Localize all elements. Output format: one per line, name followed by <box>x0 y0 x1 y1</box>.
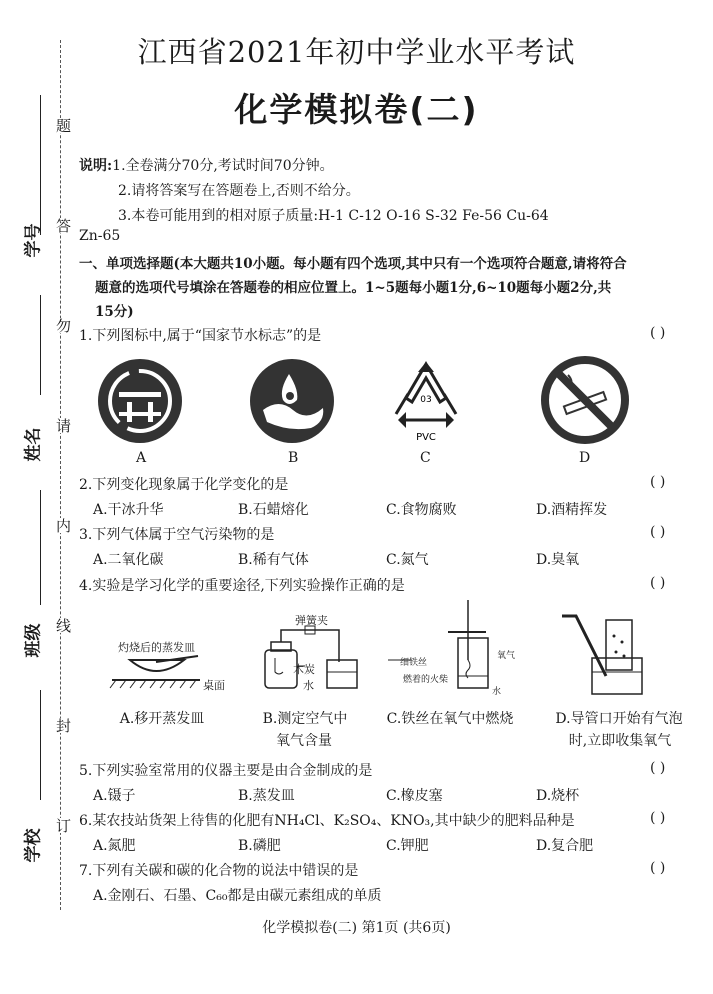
figure-label: 木炭 <box>293 663 315 676</box>
option: 时,立即收集氧气 <box>568 733 672 749</box>
page-footer: 化学模拟卷(二) 第1页 (共6页) <box>262 920 451 936</box>
section-heading: 一、单项选择题(本大题共10小题。每小题有四个选项,其中只有一个选项符合题意,请将符合 <box>79 256 627 272</box>
option: B.稀有气体 <box>238 552 309 568</box>
fold-char: 订 <box>54 818 72 833</box>
option-a: A <box>136 450 147 466</box>
fold-line <box>60 40 61 910</box>
option: A.二氧化碳 <box>93 552 164 568</box>
exam-title: 江西省2021年初中学业水平考试 <box>137 35 576 69</box>
question-stem: 3.下列气体属于空气污染物的是 <box>79 527 275 543</box>
margin-line <box>40 490 41 605</box>
option: D.臭氧 <box>536 552 580 568</box>
option: B.磷肥 <box>238 838 281 854</box>
recycle-label: PVC <box>416 432 436 443</box>
fold-char: 题 <box>54 118 72 133</box>
water-saving-icon-b <box>249 358 335 444</box>
answer-bracket: ( ) <box>650 860 666 876</box>
water-icon-a <box>97 358 183 444</box>
figure-label: 弹簧夹 <box>295 614 328 627</box>
option: A.干冰升华 <box>93 502 164 518</box>
option: 氧气含量 <box>276 733 332 749</box>
fold-char: 勿 <box>54 318 72 333</box>
option: D.酒精挥发 <box>536 502 608 518</box>
option: C.食物腐败 <box>386 502 457 518</box>
no-smoking-icon-d <box>540 355 630 445</box>
option: B.石蜡熔化 <box>238 502 309 518</box>
option: A.镊子 <box>93 788 136 804</box>
option: B.蒸发皿 <box>238 788 295 804</box>
question-stem: 1.下列图标中,属于“国家节水标志”的是 <box>79 328 322 344</box>
section-heading: 题意的选项代号填涂在答题卷的相应位置上。1~5题每小题1分,6~10题每小题2分,共 <box>95 280 612 296</box>
question-stem: 5.下列实验室常用的仪器主要是由合金制成的是 <box>79 763 373 779</box>
instructions-item: 3.本卷可能用到的相对原子质量:H-1 C-12 O-16 S-32 Fe-56 Cu-64 <box>118 208 549 224</box>
fold-char: 答 <box>54 218 72 233</box>
margin-line <box>40 295 41 395</box>
question-stem: 6.某农技站货架上待售的化肥有NH₄Cl、K₂SO₄、KNO₃,其中缺少的肥料品种是 <box>79 813 575 829</box>
figure-label: 氧气 <box>497 651 516 661</box>
figure-label: 细铁丝 <box>400 658 428 668</box>
option: B.测定空气中 <box>262 711 348 727</box>
margin-line <box>40 690 41 800</box>
fold-char: 请 <box>54 418 72 433</box>
answer-bracket: ( ) <box>650 760 666 776</box>
figure-label: 桌面 <box>203 679 225 692</box>
fold-char: 内 <box>54 518 72 533</box>
option: C.铁丝在氧气中燃烧 <box>386 711 514 727</box>
question-stem: 2.下列变化现象属于化学变化的是 <box>79 477 289 493</box>
gas-collection-figure <box>556 612 646 698</box>
option: D.烧杯 <box>536 788 580 804</box>
option: D.导管口开始有气泡 <box>555 711 683 727</box>
iron-wire-figure <box>382 598 502 698</box>
student-number-label: 学号 <box>23 223 44 258</box>
option: C.橡皮塞 <box>386 788 443 804</box>
answer-bracket: ( ) <box>650 810 666 826</box>
figure-label: 燃着的火柴 <box>403 675 449 685</box>
instructions-item: 说明:1.全卷满分70分,考试时间70分钟。 <box>79 158 334 174</box>
answer-bracket: ( ) <box>650 524 666 540</box>
question-stem: 7.下列有关碳和碳的化合物的说法中错误的是 <box>79 863 359 879</box>
section-heading: 15分) <box>95 304 134 320</box>
instructions-item: Zn-65 <box>79 228 121 244</box>
figure-label: 灼烧后的蒸发皿 <box>118 641 195 654</box>
option: C.钾肥 <box>386 838 429 854</box>
option: A.移开蒸发皿 <box>119 711 205 727</box>
instructions-item: 2.请将答案写在答题卷上,否则不给分。 <box>118 183 360 199</box>
option: A.氮肥 <box>93 838 136 854</box>
class-label: 班级 <box>23 623 44 658</box>
option: D.复合肥 <box>536 838 594 854</box>
answer-bracket: ( ) <box>650 325 666 341</box>
question-stem: 4.实验是学习化学的重要途径,下列实验操作正确的是 <box>79 578 405 594</box>
option-d: D <box>579 450 591 466</box>
fold-char: 线 <box>54 618 72 633</box>
recycle-code: 03 <box>420 395 432 405</box>
recycle-icon-c <box>388 358 464 444</box>
option: C.氮气 <box>386 552 429 568</box>
option-b: B <box>288 450 299 466</box>
evaporating-dish-figure <box>108 652 208 692</box>
option-c: C <box>420 450 431 466</box>
figure-label: 水 <box>492 687 502 697</box>
school-label: 学校 <box>23 828 44 863</box>
figure-label: 水 <box>303 679 314 692</box>
answer-bracket: ( ) <box>650 575 666 591</box>
air-oxygen-figure <box>255 622 375 692</box>
instructions-lead: 说明: <box>79 158 113 174</box>
option: A.金刚石、石墨、C₆₀都是由碳元素组成的单质 <box>93 888 382 904</box>
name-label: 姓名 <box>23 427 44 462</box>
paper-subtitle: 化学模拟卷(二) <box>234 90 479 129</box>
answer-bracket: ( ) <box>650 474 666 490</box>
fold-char: 封 <box>54 718 72 733</box>
